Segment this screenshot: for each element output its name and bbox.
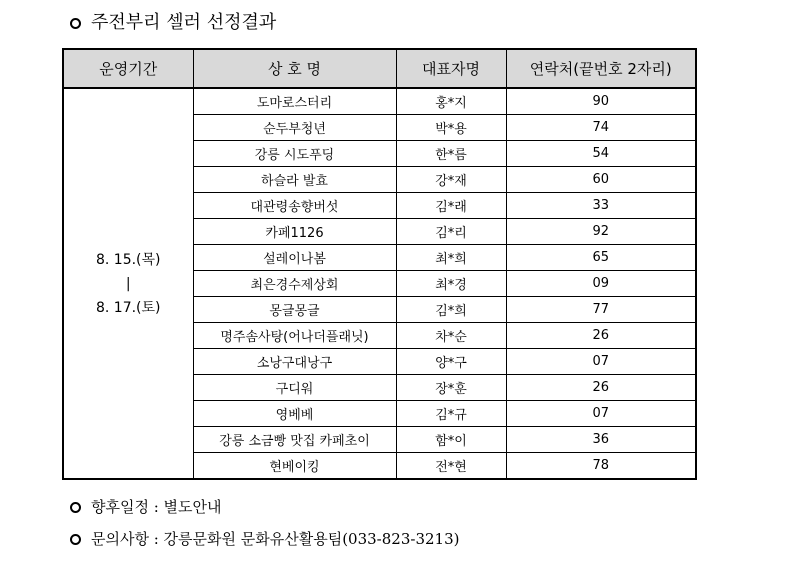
store-name-cell: 대관령송향버섯 xyxy=(193,193,396,219)
circle-bullet-icon xyxy=(70,534,81,545)
contact-cell: 54 xyxy=(506,141,696,167)
contact-cell: 65 xyxy=(506,245,696,271)
contact-cell: 26 xyxy=(506,323,696,349)
representative-cell: 강*재 xyxy=(396,167,506,193)
representative-cell: 차*순 xyxy=(396,323,506,349)
contact-cell: 36 xyxy=(506,427,696,453)
page-heading xyxy=(70,10,276,36)
store-name-cell: 구디워 xyxy=(193,375,396,401)
representative-cell: 최*경 xyxy=(396,271,506,297)
period-end: 8. 17.(토) xyxy=(95,299,161,316)
circle-bullet-icon xyxy=(70,18,81,29)
store-name-cell: 카페1126 xyxy=(193,219,396,245)
store-name-cell: 최은경수제상회 xyxy=(193,271,396,297)
header-period: 운영기간 xyxy=(63,49,193,88)
heading-text: 주전부리 셀러 선정결과 xyxy=(91,12,277,33)
header-representative: 대표자명 xyxy=(396,49,506,88)
representative-cell: 김*규 xyxy=(396,401,506,427)
representative-cell: 장*훈 xyxy=(396,375,506,401)
store-name-cell: 명주솜사탕(어나더플래닛) xyxy=(193,323,396,349)
representative-cell: 최*희 xyxy=(396,245,506,271)
schedule-note-text: 향후일정 : 별도안내 xyxy=(91,498,222,516)
period-start: 8. 15.(목) xyxy=(95,251,161,268)
inquiry-note xyxy=(70,527,459,551)
contact-cell: 60 xyxy=(506,167,696,193)
header-contact: 연락처(끝번호 2자리) xyxy=(506,49,696,88)
contact-cell: 07 xyxy=(506,401,696,427)
seller-table xyxy=(62,48,697,480)
representative-cell: 김*래 xyxy=(396,193,506,219)
store-name-cell: 몽글몽글 xyxy=(193,297,396,323)
store-name-cell: 강릉 시도푸딩 xyxy=(193,141,396,167)
representative-cell: 박*용 xyxy=(396,115,506,141)
contact-cell: 74 xyxy=(506,115,696,141)
table-row xyxy=(63,88,696,115)
contact-cell: 26 xyxy=(506,375,696,401)
representative-cell: 김*희 xyxy=(396,297,506,323)
store-name-cell: 순두부청년 xyxy=(193,115,396,141)
contact-cell: 77 xyxy=(506,297,696,323)
circle-bullet-icon xyxy=(70,502,81,513)
store-name-cell: 강릉 소금빵 맛집 카페초이 xyxy=(193,427,396,453)
schedule-note xyxy=(70,495,222,519)
table-header-row xyxy=(63,49,696,88)
representative-cell: 전*현 xyxy=(396,453,506,480)
store-name-cell: 하슬라 발효 xyxy=(193,167,396,193)
contact-cell: 07 xyxy=(506,349,696,375)
inquiry-note-text: 문의사항 : 강릉문화원 문화유산활용팀(033-823-3213) xyxy=(91,530,460,548)
representative-cell: 한*름 xyxy=(396,141,506,167)
representative-cell: 함*이 xyxy=(396,427,506,453)
store-name-cell: 소낭구대낭구 xyxy=(193,349,396,375)
period-cell xyxy=(63,88,193,479)
store-name-cell: 설레이나봄 xyxy=(193,245,396,271)
representative-cell: 김*리 xyxy=(396,219,506,245)
header-store-name: 상 호 명 xyxy=(193,49,396,88)
store-name-cell: 현베이킹 xyxy=(193,453,396,480)
period-separator: | xyxy=(125,275,131,292)
store-name-cell: 영베베 xyxy=(193,401,396,427)
representative-cell: 홍*지 xyxy=(396,88,506,115)
contact-cell: 09 xyxy=(506,271,696,297)
representative-cell: 양*구 xyxy=(396,349,506,375)
contact-cell: 92 xyxy=(506,219,696,245)
store-name-cell: 도마로스터리 xyxy=(193,88,396,115)
contact-cell: 33 xyxy=(506,193,696,219)
contact-cell: 90 xyxy=(506,88,696,115)
contact-cell: 78 xyxy=(506,453,696,480)
